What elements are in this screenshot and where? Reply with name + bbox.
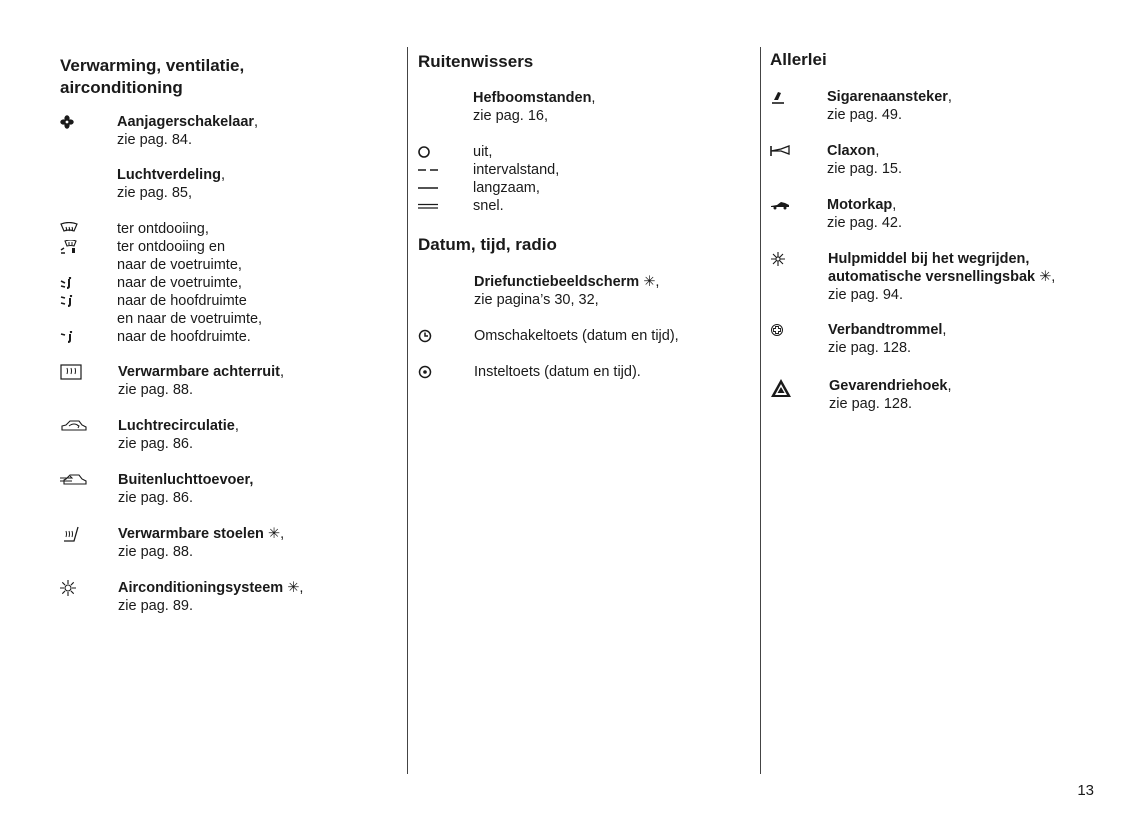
page-reference: zie pag. 128. (829, 396, 913, 412)
wiper-fast-icon (418, 197, 448, 215)
fan-icon (60, 113, 90, 131)
list-item (418, 197, 748, 215)
entry-title: automatische versnellingsbak ✳ (828, 269, 1052, 285)
misc-entry (770, 142, 1110, 178)
page-reference: zie pag. 88. (118, 544, 193, 560)
rear-window-entry (60, 363, 390, 399)
wiper-off-icon (418, 143, 448, 161)
page-reference: zie pagina’s 30, 32, (474, 292, 599, 308)
recirculation-entry (60, 417, 390, 453)
fresh-air-icon (60, 471, 90, 489)
wiper-interval-icon (418, 161, 448, 179)
key-label: Omschakeltoets (datum en tijd), (474, 328, 679, 344)
entry-title: Verwarmbare achterruit (118, 364, 280, 380)
winter-start-icon (770, 250, 800, 268)
page-reference: zie pag. 86. (118, 490, 193, 506)
mode-label: en naar de voetruimte, (117, 311, 263, 327)
warning-triangle-icon (770, 377, 800, 399)
distribution-entry (60, 166, 390, 202)
first-aid-kit-icon (770, 321, 800, 339)
section-title-line: Verwarming, ventilatie, (60, 56, 245, 75)
entry-title: Buitenluchttoevoer, (118, 472, 254, 488)
entry-title: Luchtverdeling (117, 167, 221, 183)
page-reference: zie pag. 16, (473, 108, 548, 124)
misc-entry (770, 250, 1110, 304)
entry-title: Claxon (827, 143, 876, 159)
mode-label: naar de voetruimte, (117, 275, 242, 291)
distribution-mode-list (60, 220, 390, 346)
page-reference: zie pag. 89. (118, 598, 193, 614)
punctuation: , (254, 114, 259, 130)
punctuation: , (947, 89, 952, 105)
page-reference: zie pag. 42. (827, 215, 902, 231)
air-conditioning-entry (60, 579, 390, 615)
entry-title: Gevarendriehoek (829, 378, 948, 394)
misc-entry (770, 377, 1110, 413)
section-title-heating (60, 55, 380, 99)
mode-label: naar de hoofdruimte (117, 293, 247, 309)
head-icon (60, 328, 90, 346)
punctuation: , (591, 90, 596, 106)
mode-label: ter ontdooiing en (117, 239, 226, 255)
entry-title: Hefboomstanden (473, 90, 592, 106)
mode-label: naar de hoofdruimte. (117, 329, 251, 345)
bonnet-icon (770, 196, 800, 214)
wiper-positions-list (418, 143, 748, 215)
air-conditioning-icon (60, 579, 90, 597)
punctuation: , (947, 378, 952, 394)
horn-icon (770, 142, 800, 160)
position-label: snel. (473, 198, 504, 214)
blower-entry (60, 113, 390, 149)
section-title-line: airconditioning (60, 78, 183, 97)
entry-title: Driefunctiebeeldscherm ✳ (474, 274, 656, 290)
cigarette-lighter-icon (770, 88, 800, 106)
position-label: intervalstand, (473, 162, 560, 178)
page-reference: zie pag. 84. (117, 132, 192, 148)
entry-title: Verwarmbare stoelen ✳ (118, 526, 281, 542)
punctuation: , (220, 167, 225, 183)
page-reference: zie pag. 49. (827, 107, 902, 123)
page-reference: zie pag. 85, (117, 185, 192, 201)
set-key-icon (418, 363, 448, 381)
list-item (60, 292, 390, 328)
misc-entry (770, 321, 1110, 357)
misc-entry (770, 88, 1110, 124)
section-title-wipers: Ruitenwissers (418, 52, 534, 71)
fresh-air-entry (60, 471, 390, 507)
rear-window-heater-icon (60, 363, 90, 381)
defrost-footwell-icon (60, 238, 90, 256)
mode-label: naar de voetruimte, (117, 257, 242, 273)
entry-title: Motorkap (827, 197, 893, 213)
punctuation: , (280, 364, 285, 380)
punctuation: , (892, 197, 897, 213)
entry-title: Aanjagerschakelaar (117, 114, 255, 130)
wiper-slow-icon (418, 179, 448, 197)
page-reference: zie pag. 86. (118, 436, 193, 452)
misc-entry (770, 196, 1110, 232)
list-item (60, 328, 390, 346)
display-entry (418, 273, 748, 309)
page-number: 13 (1077, 782, 1094, 799)
footwell-icon (60, 274, 90, 292)
punctuation: , (655, 274, 660, 290)
punctuation: , (234, 418, 239, 434)
list-item (418, 143, 748, 161)
head-footwell-icon (60, 292, 90, 310)
heated-seats-entry (60, 525, 390, 561)
punctuation: , (280, 526, 285, 542)
page-reference: zie pag. 94. (828, 287, 903, 303)
list-item (418, 179, 748, 197)
punctuation: , (299, 580, 304, 596)
list-item (60, 274, 390, 292)
page-reference: zie pag. 15. (827, 161, 902, 177)
toggle-key-icon (418, 327, 448, 345)
section-title-misc: Allerlei (770, 50, 827, 69)
wiper-stalk-entry (418, 89, 748, 125)
position-label: uit, (473, 144, 493, 160)
entry-title: Hulpmiddel bij het wegrijden, (828, 251, 1030, 267)
entry-title: Airconditioningsysteem ✳ (118, 580, 300, 596)
list-item (60, 220, 390, 238)
mode-label: ter ontdooiing, (117, 221, 209, 237)
column-divider (407, 47, 408, 774)
list-item (418, 161, 748, 179)
page-reference: zie pag. 88. (118, 382, 193, 398)
entry-title: Sigarenaansteker (827, 89, 948, 105)
column-divider (760, 47, 761, 774)
entry-title: Luchtrecirculatie (118, 418, 235, 434)
page-reference: zie pag. 128. (828, 340, 912, 356)
defrost-windscreen-icon (60, 220, 90, 238)
heated-seat-icon (60, 525, 90, 543)
position-label: langzaam, (473, 180, 540, 196)
list-item (60, 238, 390, 274)
punctuation: , (1051, 269, 1056, 285)
section-title-date: Datum, tijd, radio (418, 235, 557, 254)
entry-title: Verbandtrommel (828, 322, 943, 338)
air-recirculation-icon (60, 417, 90, 435)
punctuation: , (942, 322, 947, 338)
punctuation: , (875, 143, 880, 159)
key-label: Insteltoets (datum en tijd). (474, 364, 641, 380)
